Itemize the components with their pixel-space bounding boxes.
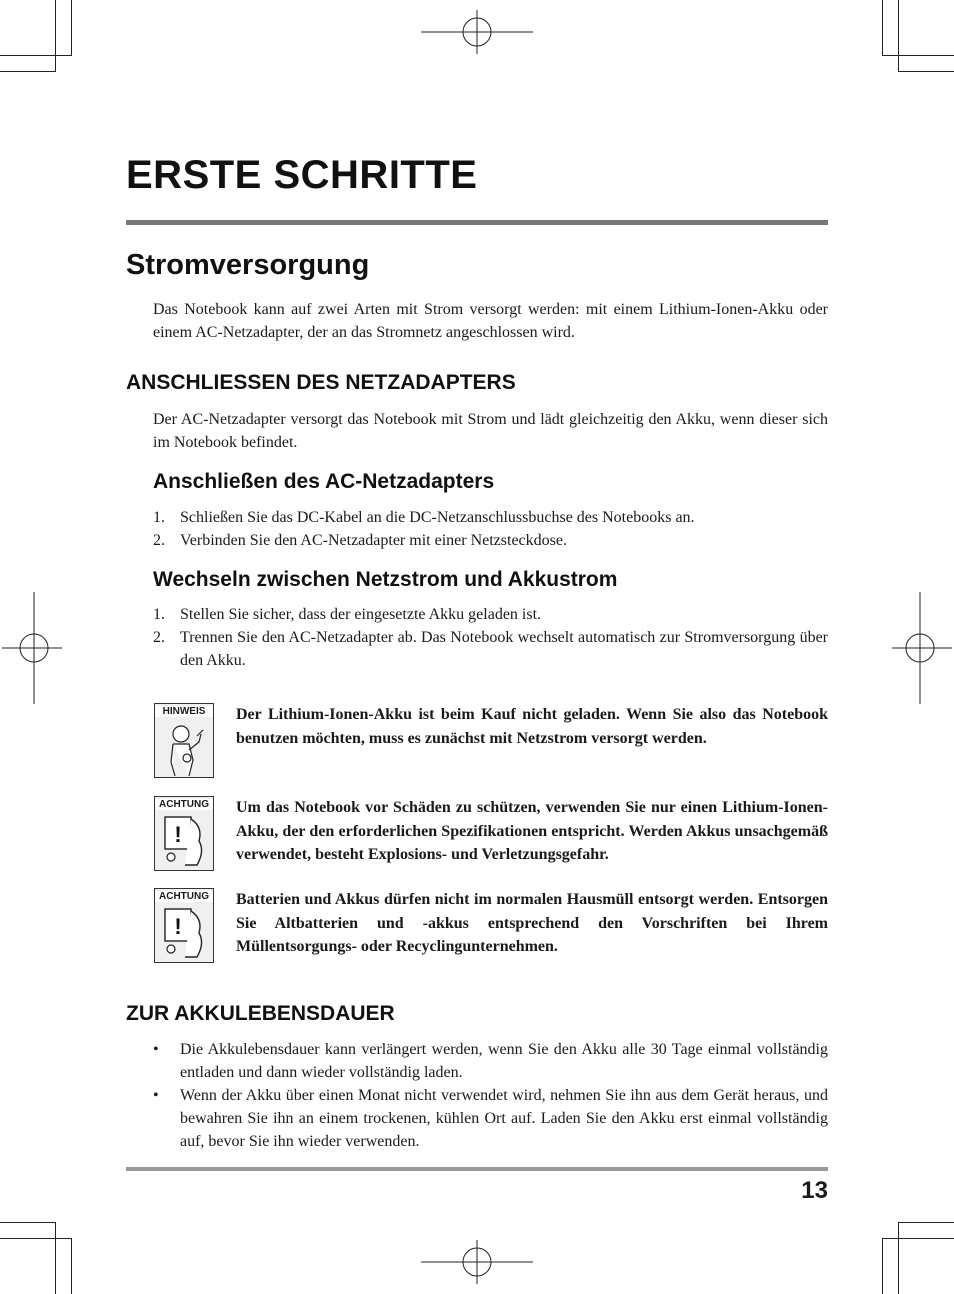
crop-mark [898, 1222, 899, 1294]
netzadapter-paragraph: Der AC-Netzadapter versorgt das Notebook mit Strom und lädt gleichzeitig den Akku, wenn dieser sich im Notebook befindet. [153, 411, 828, 451]
footer-divider [126, 1167, 828, 1171]
hinweis-icon [154, 703, 214, 778]
title-divider [126, 220, 828, 225]
registration-mark-icon [421, 1240, 533, 1284]
list-item [153, 1038, 828, 1084]
crop-mark [0, 71, 56, 72]
step-number: 2. [153, 532, 165, 549]
intro-paragraph: Das Notebook kann auf zwei Arten mit Strom versorgt werden: mit einem Lithium-Ionen-Akku oder einem AC-Netzadapter, der an das Stromnetz angeschlossen wird. [153, 301, 828, 341]
heading-wechseln: Wechseln zwischen Netzstrom und Akkustrom [153, 568, 618, 591]
list-item [153, 603, 828, 626]
crop-mark [0, 1238, 72, 1239]
svg-text:!: ! [174, 822, 182, 847]
achtung-icon [154, 796, 214, 871]
list-item [153, 626, 828, 672]
list-item [153, 529, 828, 552]
heading-netzadapter: ANSCHLIESSEN DES NETZADAPTERS [126, 371, 516, 394]
page-title: ERSTE SCHRITTE [126, 153, 478, 197]
step-text: Verbinden Sie den AC-Netzadapter mit einer Netzsteckdose. [180, 532, 567, 549]
lebensdauer-bullets [153, 1038, 828, 1153]
notice-text: Um das Notebook vor Schäden zu schützen, verwenden Sie nur einen Lithium-Ionen-Akku, der den erforderlichen Spezifikationen entspricht. Werden Akkus unsachgemäß verwendet, besteht Explosions- und Verletzungsgefahr. [236, 799, 828, 863]
crop-mark [0, 55, 72, 56]
list-item [153, 506, 828, 529]
step-number: 1. [153, 606, 165, 623]
bullet-text: Wenn der Akku über einen Monat nicht verwendet wird, nehmen Sie ihn aus dem Gerät heraus, und bewahren Sie ihn an einem trockenen, kühlen Ort auf. Laden Sie den Akku erst einmal vollständig auf, bevor Sie ihn wieder verwenden. [180, 1087, 828, 1150]
crop-mark [898, 1222, 954, 1223]
crop-mark [55, 1222, 56, 1294]
registration-mark-icon [421, 10, 533, 54]
bullet-mark: • [153, 1087, 159, 1104]
bullet-mark: • [153, 1041, 159, 1058]
step-text: Stellen Sie sicher, dass der eingesetzte Akku geladen ist. [180, 606, 542, 623]
crop-mark [71, 0, 72, 56]
notice-label: ACHTUNG [155, 799, 213, 810]
notice-text: Batterien und Akkus dürfen nicht im normalen Hausmüll entsorgt werden. Entsorgen Sie Altbatterien und -akkus entsprechend den Vorschriften bei Ihrem Müllentsorgungs- oder Recyclingunternehmen. [236, 891, 828, 955]
crop-mark [882, 55, 954, 56]
section-title: Stromversorgung [126, 249, 370, 281]
registration-mark-icon [2, 592, 62, 704]
notice-text: Der Lithium-Ionen-Akku ist beim Kauf nicht geladen. Wenn Sie also das Notebook benutzen möchten, muss es zunächst mit Netzstrom versorgt werden. [236, 706, 828, 747]
list-item [153, 1084, 828, 1153]
registration-mark-icon [892, 592, 952, 704]
notice-label: HINWEIS [155, 706, 213, 717]
notice-label: ACHTUNG [155, 891, 213, 902]
crop-mark [882, 0, 883, 56]
page-number: 13 [801, 1177, 828, 1204]
crop-mark [0, 1222, 56, 1223]
crop-mark [898, 71, 954, 72]
achtung-icon [154, 888, 214, 963]
wechseln-steps [153, 603, 828, 672]
crop-mark [882, 1238, 883, 1294]
crop-mark [71, 1238, 72, 1294]
crop-mark [55, 0, 56, 72]
step-text: Trennen Sie den AC-Netzadapter ab. Das Notebook wechselt automatisch zur Stromversorgung über den Akku. [180, 629, 828, 669]
heading-lebensdauer: ZUR AKKULEBENSDAUER [126, 1002, 395, 1025]
crop-mark [898, 0, 899, 72]
heading-anschliessen: Anschließen des AC-Netzadapters [153, 470, 495, 493]
step-number: 2. [153, 629, 165, 646]
svg-text:!: ! [174, 914, 182, 939]
bullet-text: Die Akkulebensdauer kann verlängert werden, wenn Sie den Akku alle 30 Tage einmal vollständig entladen und dann wieder vollständig laden. [180, 1041, 828, 1081]
crop-mark [882, 1238, 954, 1239]
step-number: 1. [153, 509, 165, 526]
step-text: Schließen Sie das DC-Kabel an die DC-Netzanschlussbuchse des Notebooks an. [180, 509, 695, 526]
anschliessen-steps [153, 506, 828, 552]
